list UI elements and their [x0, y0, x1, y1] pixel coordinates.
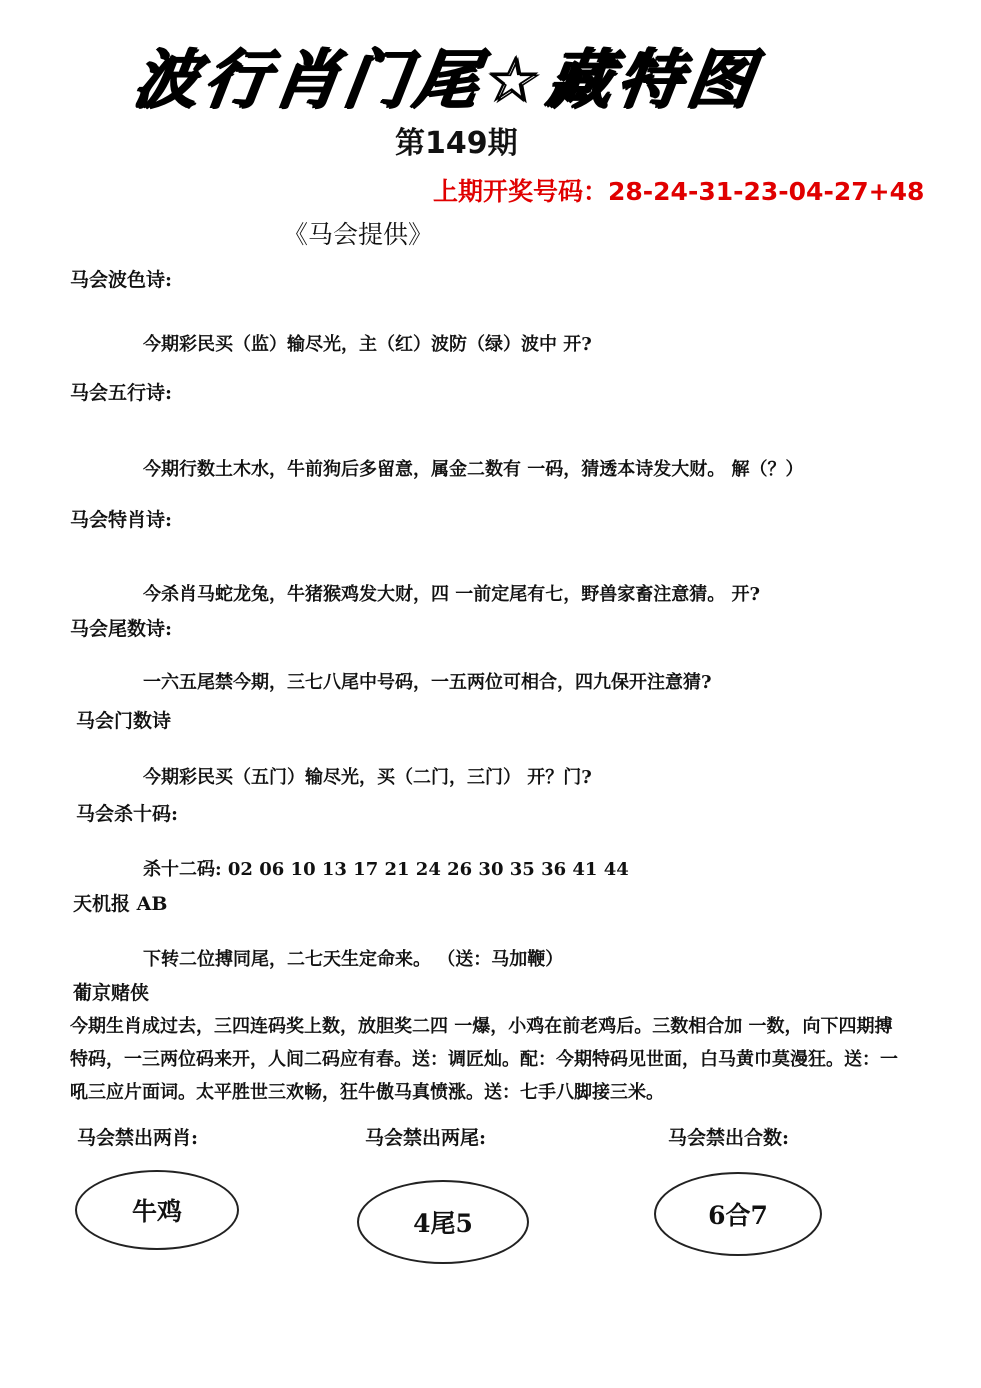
- section-label-door-number: 马会门数诗: [76, 710, 172, 732]
- forbidden-sum-label: 马会禁出合数:: [668, 1127, 790, 1149]
- provider-note: 《马会提供》: [283, 220, 434, 249]
- page-title: 波行肖门尾☆藏特图: [128, 43, 763, 117]
- section-text-wave-color: 今期彩民买（监）输尽光，主（红）波防（绿）波中 开?: [143, 334, 592, 355]
- issue-number: 第149期: [395, 126, 518, 161]
- section-text-special-zodiac: 今杀肖马蛇龙兔，牛猪猴鸡发大财，四 一前定尾有七，野兽家畜注意猜。 开?: [143, 584, 761, 605]
- forbidden-tail-label: 马会禁出两尾:: [365, 1127, 487, 1149]
- section-label-tail-number: 马会尾数诗:: [70, 618, 173, 640]
- puzzle-label: 葡京赌侠: [73, 982, 150, 1004]
- section-text-tail-number: 一六五尾禁今期，三七八尾中号码，一五两位可相合，四九保开注意猜?: [143, 672, 712, 693]
- forbidden-zodiac-label: 马会禁出两肖:: [77, 1127, 199, 1149]
- forbidden-sum-value: 6合7: [708, 1201, 768, 1230]
- section-label-kill-numbers: 马会杀十码:: [76, 803, 179, 825]
- section-text-door-number: 今期彩民买（五门）输尽光，买（二门，三门） 开？门?: [143, 767, 592, 788]
- section-text-tianji: 下转二位搏同尾，二七天生定命来。 （送：马加鞭）: [143, 949, 564, 970]
- forbidden-tail-oval: [357, 1180, 529, 1264]
- forbidden-sum-oval: [654, 1172, 822, 1256]
- puzzle-text: 今期生肖成过去，三四连码奖上数，放胆奖二四 一爆，小鸡在前老鸡后。三数相合加 一数，向下四期搏特码，一三两位码来开，人间二码应有春。送：调匠灿。配：今期特码见世面，白马黄巾莫漫狂。送：一吼三应片面词。太平胜世三欢畅，狂牛傲马真愤涨。送：七手八脚接三米。: [70, 1016, 898, 1103]
- section-label-special-zodiac: 马会特肖诗:: [70, 509, 173, 531]
- forbidden-tail-value: 4尾5: [413, 1209, 473, 1238]
- section-label-wave-color: 马会波色诗:: [70, 269, 173, 291]
- section-text-kill-numbers: 杀十二码: 02 06 10 13 17 21 24 26 30 35 36 41 44: [143, 859, 629, 880]
- forbidden-zodiac-oval: [75, 1170, 239, 1250]
- section-label-five-elements: 马会五行诗:: [70, 382, 173, 404]
- section-label-tianji: 天机报 AB: [73, 893, 168, 915]
- forbidden-zodiac-value: 牛鸡: [131, 1197, 182, 1226]
- last-draw-numbers: 上期开奖号码：28-24-31-23-04-27+48: [433, 177, 925, 206]
- section-text-five-elements: 今期行数土木水，牛前狗后多留意，属金二数有 一码，猜透本诗发大财。 解（？）: [143, 459, 804, 480]
